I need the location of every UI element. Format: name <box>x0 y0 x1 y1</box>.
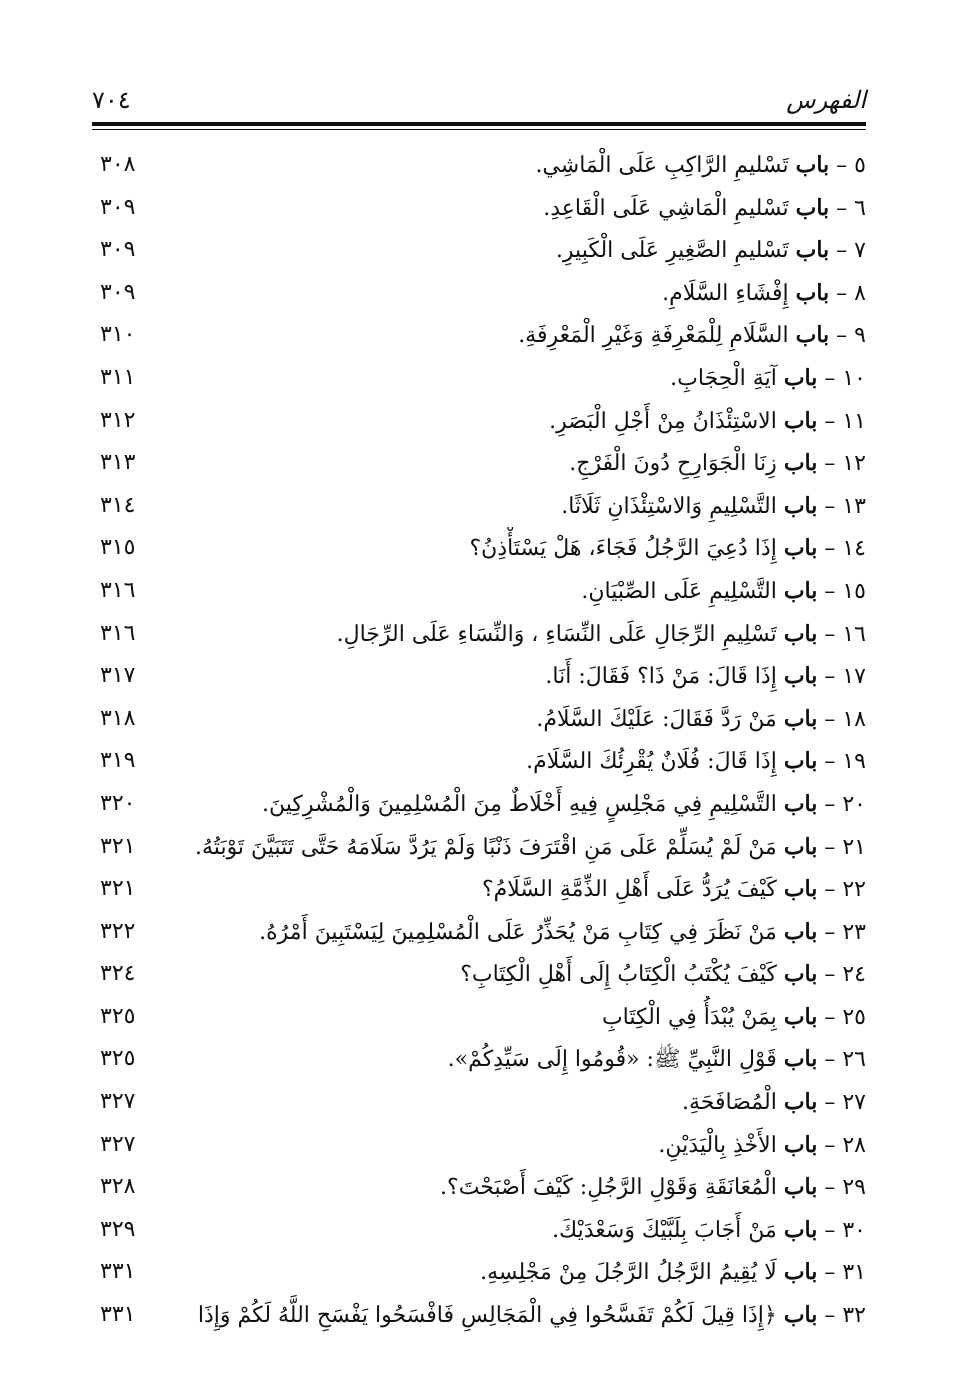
entry-page-number: ٣٢٤ <box>100 961 136 987</box>
index-entry <box>92 868 866 911</box>
entry-number: ١٦ <box>842 621 866 647</box>
index-entry <box>92 314 866 357</box>
entry-separator: – <box>817 1260 843 1286</box>
entry-number: ١٢ <box>842 451 866 477</box>
entry-chapter-word: باب <box>795 194 830 221</box>
entry-page-number: ٣١٩ <box>100 748 136 774</box>
entry-chapter-word: باب <box>783 663 818 690</box>
entry-separator: – <box>817 493 843 519</box>
index-entry <box>92 740 866 783</box>
entry-separator: – <box>817 1047 843 1073</box>
entry-page-number: ٣٢٥ <box>100 1046 136 1072</box>
index-entry <box>92 996 866 1039</box>
entry-separator: – <box>829 280 855 306</box>
entry-page-number: ٣٢٧ <box>100 1131 136 1157</box>
entry-separator: – <box>829 323 855 349</box>
entry-number: ٣٠ <box>842 1217 866 1243</box>
entry-separator: – <box>817 1175 843 1201</box>
entry-text: آيَةِ الْحِجَابِ. <box>670 365 777 391</box>
entry-title <box>195 826 866 870</box>
index-entry <box>92 1251 866 1294</box>
entry-title <box>259 911 866 955</box>
entry-page-number: ٣٢٥ <box>100 1003 136 1029</box>
entry-chapter-word: باب <box>783 790 818 817</box>
entry-number: ٢٩ <box>842 1175 866 1201</box>
entry-chapter-word: باب <box>783 535 818 562</box>
entry-chapter-word: باب <box>783 1046 818 1073</box>
entry-separator: – <box>829 153 855 178</box>
entry-number: ١٤ <box>842 536 866 562</box>
entry-text: التَّسْلِيمِ عَلَى الصِّبْيَانِ. <box>581 578 777 604</box>
entry-title <box>440 1166 866 1210</box>
entry-number: ٢٥ <box>842 1004 866 1030</box>
entry-title <box>337 613 866 657</box>
entry-text: كَيْفَ يُكْتَبُ الْكِتَابُ إِلَى أَهْلِ الْكِتَابِ؟ <box>460 962 777 988</box>
entry-number: ٢٧ <box>842 1090 866 1116</box>
entry-separator: – <box>817 962 843 988</box>
entry-chapter-word: باب <box>783 407 818 434</box>
index-entry <box>92 485 866 528</box>
index-entry <box>92 272 866 315</box>
entry-title <box>470 527 867 571</box>
entry-page-number: ٣١٠ <box>100 322 136 348</box>
entry-chapter-word: باب <box>783 364 818 391</box>
running-title: الفهرس <box>786 86 866 114</box>
entry-chapter-word: باب <box>783 1216 818 1243</box>
entry-separator: – <box>817 451 843 477</box>
entry-text: الأَخْذِ بِالْيَدَيْنِ. <box>658 1132 777 1158</box>
entry-separator: – <box>817 706 843 732</box>
entry-chapter-word: باب <box>795 237 830 264</box>
index-entry <box>92 187 866 230</box>
entry-number: ٨ <box>854 280 866 306</box>
index-entry <box>92 613 866 656</box>
entry-chapter-word: باب <box>783 705 818 732</box>
entry-number: ١٣ <box>842 493 866 519</box>
index-entry <box>92 826 866 869</box>
page-header <box>92 86 866 122</box>
index-entry <box>92 1038 866 1081</box>
entry-separator: – <box>817 365 843 391</box>
entry-text: تَسْليمِ الرَّاكِبِ عَلَى الْمَاشِي. <box>535 153 789 178</box>
entry-text: ﴿إِذَا قِيلَ لَكُمْ تَفَسَّحُوا فِي الْمَجَالِسِ فَافْسَحُوا يَفْسَحِ اللَّهُ لَكُمْ وَإِذَا <box>197 1303 777 1329</box>
entry-page-number: ٣١١ <box>100 364 136 390</box>
entry-chapter-word: باب <box>783 961 818 988</box>
entry-text: مَنْ رَدَّ فَقَالَ: عَلَيْكَ السَّلَامُ. <box>536 706 777 732</box>
entry-text: مَنْ نَظَرَ فِي كِتَابِ مَنْ يُحَذِّرُ عَلَى الْمُسْلِمِينَ لِيَسْتَبِينَ أَمْرُهُ. <box>259 919 777 945</box>
entry-chapter-word: باب <box>795 279 830 306</box>
index-entry <box>92 1166 866 1209</box>
entry-text: كَيْفَ يُرَدُّ عَلَى أَهْلِ الذِّمَّةِ السَّلَامُ؟ <box>481 877 777 903</box>
entry-title <box>670 357 866 401</box>
entry-page-number: ٣٣١ <box>100 1259 136 1285</box>
entry-separator: – <box>817 1004 843 1030</box>
entry-page-number: ٣١٤ <box>100 492 136 518</box>
entry-title <box>448 1038 866 1082</box>
entry-separator: – <box>817 877 843 903</box>
entry-chapter-word: باب <box>783 492 818 519</box>
entry-number: ٩ <box>854 323 866 349</box>
entry-title <box>602 996 866 1040</box>
entry-title <box>198 1294 866 1338</box>
entry-text: السَّلَامِ لِلْمَعْرِفَةِ وَغَيْرِ الْمَعْرِفَةِ. <box>518 323 789 349</box>
entry-text: إِفْشَاءِ السَّلَامِ. <box>662 280 789 306</box>
entry-title <box>658 1124 866 1168</box>
entry-chapter-word: باب <box>783 876 818 903</box>
entry-separator: – <box>817 621 843 647</box>
entry-text: إِذَا قَالَ: مَنْ ذَا؟ فَقَالَ: أَنَا. <box>545 664 777 690</box>
index-entry <box>92 570 866 613</box>
entry-separator: – <box>817 791 843 817</box>
entry-page-number: ٣٢٠ <box>100 790 136 816</box>
entry-text: إِذَا قَالَ: فُلَانٌ يُقْرِئُكَ السَّلَامَ. <box>526 749 777 775</box>
entry-page-number: ٣١٨ <box>100 705 136 731</box>
entry-text: مَنْ أَجَابَ بِلَبَّيْكَ وَسَعْدَيْكَ. <box>552 1217 777 1243</box>
entry-chapter-word: باب <box>783 1131 818 1158</box>
entry-separator: – <box>817 1217 843 1243</box>
entry-number: ٥ <box>854 153 866 178</box>
entry-title <box>535 144 866 188</box>
entry-text: تَسْلِيمِ الرِّجَالِ عَلَى النِّسَاءِ ، وَالنِّسَاءِ عَلَى الرِّجَالِ. <box>336 621 777 647</box>
entry-page-number: ٣٠٨ <box>100 152 136 177</box>
entry-title <box>581 570 866 614</box>
entry-title <box>556 229 866 273</box>
entry-title <box>552 1209 866 1253</box>
index-entry <box>92 1081 866 1124</box>
entry-text: الاسْتِئْذَانُ مِنْ أَجْلِ الْبَصَرِ. <box>549 408 777 434</box>
entry-page-number: ٣١٦ <box>100 577 136 603</box>
entry-separator: – <box>817 1132 843 1158</box>
entry-chapter-word: باب <box>783 1174 818 1201</box>
entry-text: التَّسْلِيمِ فِي مَجْلِسٍ فِيهِ أَخْلَاطٌ مِنَ الْمُسْلِمِينَ وَالْمُشْرِكِينَ. <box>262 791 777 817</box>
entry-number: ١٧ <box>842 664 866 690</box>
entry-page-number: ٣١٥ <box>100 535 136 561</box>
entry-number: ٣٢ <box>842 1303 866 1329</box>
header-rule-thin <box>92 129 866 130</box>
entry-page-number: ٣٠٩ <box>100 237 136 263</box>
entry-text: زِنَا الْجَوَارِحِ دُونَ الْفَرْجِ. <box>569 451 777 477</box>
index-entry <box>92 357 866 400</box>
entry-text: التَّسْلِيمِ وَالاسْتِئْذَانِ ثَلَاثًا. <box>561 493 777 519</box>
entry-page-number: ٣٢٨ <box>100 1174 136 1200</box>
entry-number: ٢٠ <box>842 791 866 817</box>
entry-number: ٢٨ <box>842 1132 866 1158</box>
entry-number: ٣١ <box>842 1260 866 1286</box>
page-number: ٧٠٤ <box>92 86 131 114</box>
entry-number: ١٠ <box>842 365 866 391</box>
entry-separator: – <box>817 749 843 775</box>
entry-page-number: ٣٢٧ <box>100 1089 136 1115</box>
entry-page-number: ٣١٢ <box>100 407 136 433</box>
entry-title <box>482 868 866 912</box>
entry-number: ٢٢ <box>842 877 866 903</box>
entry-number: ١٨ <box>842 706 866 732</box>
entry-title <box>543 187 866 231</box>
entry-chapter-word: باب <box>783 918 818 945</box>
entry-text: قَوْلِ النَّبِيِّ ﷺ: «قُومُوا إِلَى سَيِّدِكُمْ». <box>447 1047 777 1073</box>
index-entry <box>92 442 866 485</box>
entry-number: ١١ <box>842 408 866 434</box>
entry-page-number: ٣٠٩ <box>100 194 136 220</box>
entry-title <box>561 485 866 529</box>
entry-separator: – <box>817 919 843 945</box>
entry-number: ١٥ <box>842 578 866 604</box>
entry-text: تَسْليمِ الْمَاشِي عَلَى الْقَاعِدِ. <box>543 195 789 221</box>
entry-number: ٢١ <box>842 834 866 860</box>
entry-separator: – <box>829 195 855 221</box>
index-entries <box>92 144 866 1337</box>
index-entry <box>92 1124 866 1167</box>
entry-number: ٢٦ <box>842 1047 866 1073</box>
entry-text: الْمُعَانَقَةِ وَقَوْلِ الرَّجُلِ: كَيْفَ أَصْبَحْتَ؟. <box>440 1175 777 1201</box>
entry-page-number: ٣٢١ <box>100 876 136 902</box>
entry-title <box>662 272 866 316</box>
entry-number: ١٩ <box>842 749 866 775</box>
entry-page-number: ٣٢١ <box>100 833 136 859</box>
index-entry <box>92 953 866 996</box>
entry-text: بِمَنْ يُبْدَأُ فِي الْكِتَابِ <box>601 1004 777 1030</box>
entry-page-number: ٣٣١ <box>100 1302 136 1328</box>
entry-text: تَسْليمِ الصَّغِيرِ عَلَى الْكَبِيرِ. <box>555 238 789 264</box>
entry-title <box>536 698 866 742</box>
index-entry <box>92 911 866 954</box>
index-entry <box>92 655 866 698</box>
entry-title <box>526 740 866 784</box>
entry-page-number: ٣٢٢ <box>100 918 136 944</box>
entry-separator: – <box>829 238 855 264</box>
entry-title <box>682 1081 866 1125</box>
entry-chapter-word: باب <box>795 152 830 178</box>
entry-text: إِذَا دُعِيَ الرَّجُلُ فَجَاءَ، هَلْ يَسْتَأْذِنُ؟ <box>469 536 777 562</box>
entry-page-number: ٣١٦ <box>100 620 136 646</box>
entry-chapter-word: باب <box>783 1259 818 1286</box>
entry-page-number: ٣١٧ <box>100 663 136 689</box>
entry-page-number: ٣٢٩ <box>100 1216 136 1242</box>
entry-number: ٧ <box>854 238 866 264</box>
entry-chapter-word: باب <box>783 1003 818 1030</box>
entry-chapter-word: باب <box>783 833 818 860</box>
index-entry <box>92 229 866 272</box>
index-entry <box>92 783 866 826</box>
header-rule-thick <box>92 122 866 126</box>
entry-chapter-word: باب <box>783 620 818 647</box>
index-entry <box>92 1209 866 1252</box>
entry-separator: – <box>817 578 843 604</box>
entry-title <box>549 400 866 444</box>
entry-title <box>545 655 866 699</box>
entry-page-number: ٣١٣ <box>100 450 136 476</box>
index-entry <box>92 527 866 570</box>
index-entry <box>92 698 866 741</box>
entry-text: الْمُصَافَحَةِ. <box>681 1090 777 1116</box>
entry-chapter-word: باب <box>783 748 818 775</box>
index-entry <box>92 1294 866 1337</box>
index-entry <box>92 144 866 187</box>
entry-separator: – <box>817 536 843 562</box>
entry-page-number: ٣٠٩ <box>100 279 136 305</box>
entry-title <box>569 442 866 486</box>
entry-chapter-word: باب <box>783 577 818 604</box>
entry-text: لَا يُقِيمُ الرَّجُلُ الرَّجُلَ مِنْ مَجْلِسِهِ. <box>480 1260 777 1286</box>
entry-number: ٢٤ <box>842 962 866 988</box>
entry-chapter-word: باب <box>783 1089 818 1116</box>
entry-chapter-word: باب <box>795 322 830 349</box>
entry-title <box>460 953 866 997</box>
entry-chapter-word: باب <box>783 1302 818 1329</box>
entry-text: مَنْ لَمْ يُسَلِّمْ عَلَى مَنِ اقْتَرَفَ ذَنْبًا وَلَمْ يَرُدَّ سَلَامَهُ حَتَّى تَتَبَيَّنَ تَوْبَتُهُ. <box>195 834 777 860</box>
entry-title <box>518 314 866 358</box>
entry-separator: – <box>817 408 843 434</box>
entry-number: ٦ <box>854 195 866 221</box>
entry-chapter-word: باب <box>783 450 818 477</box>
entry-title <box>262 783 866 827</box>
entry-number: ٢٣ <box>842 919 866 945</box>
entry-title <box>480 1251 866 1295</box>
index-entry <box>92 400 866 443</box>
entry-separator: – <box>817 1090 843 1116</box>
entry-separator: – <box>817 1303 843 1329</box>
entry-separator: – <box>817 834 843 860</box>
entry-separator: – <box>817 664 843 690</box>
